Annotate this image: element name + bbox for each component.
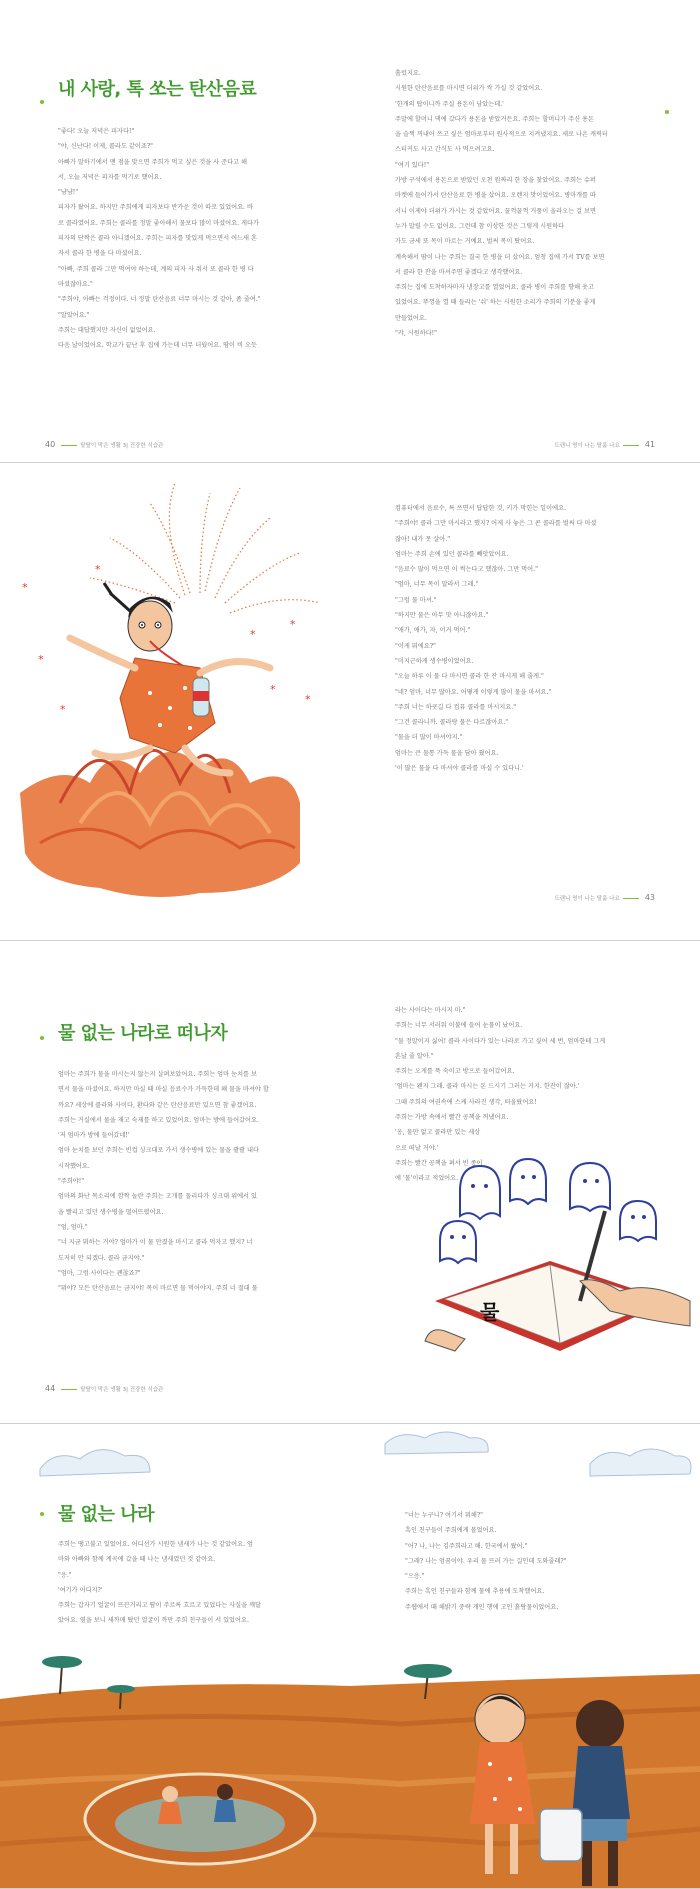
text-line: 주희는 갑자기 얼굴이 뜨끈거리고 땀이 주르륵 흐르고 있었다는 사실을 깨달	[58, 1602, 261, 1610]
text-line: "음료수 많이 먹으면 이 썩는다고 했잖아. 그만 먹어."	[395, 566, 538, 574]
svg-text:*: *	[22, 581, 28, 594]
text-line: 서니 이제야 더위가 가시는 것 같았어요. 꿀꺽꿀꺽 거품이 올라오는 걸 보면	[395, 207, 596, 215]
text-line: 가도 금세 또 목이 마르는 거예요. 벌써 목이 탔어요.	[395, 238, 535, 246]
right-page-text	[395, 66, 645, 341]
text-line: 을 빨리고 있던 생수병을 떨어뜨렸어요.	[58, 1208, 164, 1216]
text-line: "그래? 나는 엄꿈이야. 우리 물 뜨러 가는 길인데 도와줄래?"	[405, 1557, 567, 1565]
title-marker	[40, 1036, 44, 1040]
text-line: 주희는 대답했지만 자신이 없었어요.	[58, 326, 156, 334]
text-line: "어? 나, 나는 김주희라고 해. 한국에서 왔어."	[405, 1542, 528, 1550]
text-line: 엄마 눈치를 보던 주희는 빈컵 싱크대로 가서 생수병에 있는 물을 콸콸 내다	[58, 1147, 259, 1155]
text-line: 서 콜라 한 잔을 마셔주면 좋겠다고 생각했어요.	[395, 268, 523, 276]
text-line: "주희야, 아빠는 걱정이다. 너 정말 탄산음료 너무 마시는 것 같아, 좀 줄여."	[58, 296, 261, 304]
running-head: 탈탈이 막은 생활 3| 건강한 식습관	[80, 1387, 164, 1393]
right-page-text	[395, 501, 645, 776]
text-line: '여기가 어디지?'	[58, 1586, 103, 1594]
folio-right	[554, 893, 658, 902]
text-line: 마와 아빠와 함께 계곡에 갔을 때 나는 냄새였던 것 같아요.	[58, 1556, 216, 1564]
text-line: 시작했어요.	[58, 1162, 90, 1170]
text-line: 주희는 빨간 공책을 펴서 빈 종이	[395, 1159, 483, 1167]
text-line: "여기 있다!"	[395, 161, 430, 169]
text-line: "으응."	[405, 1573, 425, 1581]
text-line: 주희는 땡고불고 있었어요. 어디선가 시원한 냄새가 나는 것 같았어요. 엄	[58, 1541, 253, 1548]
text-line: 피자의 단짝은 콜라 아니겠어요. 주희는 피자를 맛있게 먹으면서 어느새 혼	[58, 235, 257, 243]
spread-page-40-41	[0, 0, 700, 463]
spread-page-44-45	[0, 941, 700, 1424]
text-line: 주희는 가방 속에서 빨간 공책을 꺼냈어요.	[395, 1114, 509, 1122]
text-line: 가방 구석에서 용돈으로 받았던 오천 원짜리 한 장을 찾았어요. 주희는 슈퍼	[395, 177, 596, 185]
notebook-illustration	[420, 1151, 700, 1351]
text-line: "아빠, 주희 콜라 그만 먹여야 하는데, 계의 피자 사 줘서 또 콜라 한 병 다	[58, 265, 254, 273]
text-line: 주희는 너무 서러워 이불에 들어 눈물이 났어요.	[395, 1022, 523, 1030]
text-line: "애가, 애가, 자, 이거 먹어."	[395, 627, 471, 635]
running-head: 탈탈이 막은 생활 3| 건강한 식습관	[80, 443, 164, 449]
text-line: 도저히 안 되겠다. 콜라 금지야."	[58, 1254, 145, 1262]
title-marker	[40, 100, 44, 104]
clouds	[40, 1432, 691, 1476]
text-line: 주희는 집에 도착하자마자 냉장고를 열었어요. 콜라 병이 주희를 향해 웃고	[395, 284, 594, 292]
page-number: 44	[45, 1384, 56, 1393]
text-line: 다음 날이었어요. 학교가 끝난 후 집에 가는데 너무 더웠어요. 땀이 비 오듯	[58, 342, 257, 350]
text-line: 흑인 친구들이 주희에게 물었어요.	[405, 1527, 497, 1535]
text-line: "그럼 물 마셔."	[395, 596, 437, 604]
page-marker	[665, 110, 669, 114]
text-line: "냠냠!"	[58, 189, 79, 197]
text-line: '이 많은 물을 다 마셔야 콜라를 마실 수 있다니.'	[395, 765, 524, 773]
text-line: "물 정말이지 싫어! 콜라 사이다가 있는 나라로 가고 싶어 세 번, 엄마한테 그게	[395, 1037, 606, 1045]
text-line: 주희는 거실에서 물을 재고 숙제를 하고 있었어요. 엄마는 방에 들어갔어요.	[58, 1116, 259, 1124]
text-line: "주희야!"	[58, 1178, 85, 1186]
text-line: "엄마, 그럼 사이다는 괜찮죠?"	[58, 1269, 141, 1277]
text-line: "오늘 하루 이 물 다 마시면 콜라 한 잔 마시게 해 줄게."	[395, 673, 544, 681]
ghost-figures	[440, 1159, 656, 1263]
text-line: 마셨잖아요."	[58, 280, 93, 288]
text-line: '저 엄마가 방에 들어갔네!'	[58, 1132, 130, 1140]
girl-figure	[70, 583, 270, 773]
text-line: "너 지금 뭐하는 거야? 엄마가 이 물 안겼을 마시고 콜라 먹자고 했지? 너	[58, 1239, 253, 1247]
folio-right	[554, 440, 658, 449]
text-line: '옹, 물만 없고 콜라만 있는 세상	[395, 1129, 481, 1137]
text-line: 자서 콜라 한 병을 다 마셨어요.	[58, 250, 142, 258]
text-line: 혼날 줄 알아."	[395, 1052, 434, 1060]
spread-page-42-43	[0, 463, 700, 941]
text-line: 라는 사이다는 마시지 마."	[395, 1007, 466, 1014]
text-line: "주희야! 콜라 그만 마시라고 했지? 어제 사 놓은 그 콘 콜라를 벌써 다 마셨	[395, 520, 597, 528]
desert-illustration	[0, 1424, 700, 1889]
text-line: "알았어요."	[58, 311, 90, 319]
text-line: 서, 오늘 저녁은 피자를 먹기로 했어요.	[58, 173, 162, 181]
text-line: "엄마, 너무 목이 말라서 그래."	[395, 581, 479, 589]
text-line: "캬, 시원하다!"	[395, 330, 437, 338]
left-page-text	[58, 1537, 310, 1629]
notebook-word: 물	[480, 1300, 500, 1324]
text-line: 으로 떠날 거야.'	[395, 1144, 439, 1152]
svg-text:*: *	[250, 628, 256, 641]
water-jug	[540, 1809, 582, 1861]
running-head: 도랜니 명이 나는 탈룸 나요	[554, 896, 620, 902]
text-line: 면서 물을 마셨어요. 하지만 마실 때 마실 음료수가 가득한데 왜 물을 마셔야 할	[58, 1086, 269, 1094]
folio-left	[42, 1384, 163, 1393]
left-page-text	[58, 1067, 310, 1296]
text-line: 엄마는 큰 물통 가득 물을 담아 줬어요.	[395, 749, 499, 757]
page-number: 43	[644, 893, 655, 902]
text-line: "야, 신난다! 이제, 콜라도 같이죠?"	[58, 143, 154, 151]
text-line: "네? 엄마, 너무 많아요. 어떻게 이렇게 많이 물을 마셔요."	[395, 688, 552, 696]
text-line: 엄마의 화난 목소리에 깜짝 놀란 주희는 고개를 돌리다가 싱크대 위에서 있	[58, 1193, 257, 1201]
text-line: 에 '물'이라고 적었어요.	[395, 1175, 459, 1183]
text-line: 피자가 왔어요. 하지만 주희에게 피자보다 반가운 것이 따로 있었어요. 바	[58, 204, 253, 212]
text-line: 주말에 할머니 댁에 갔다가 용돈을 받았거든요. 주희는 할머니가 주신 용돈	[395, 115, 594, 123]
text-line: 주희는 오게를 푹 숙이고 방으로 들어갔어요.	[395, 1068, 515, 1076]
text-line: "그건 콜라니까. 콜라랑 물은 다르잖아요."	[395, 719, 509, 727]
text-line: 로 콜라였어요. 주희는 콜라를 정말 좋아해서 물보다 많이 마셨어요. 게다가	[58, 219, 259, 227]
text-line: 누가 말릴 수도 없어요. 그런데 참 이상한 것은 그렇게 시원하다	[395, 222, 565, 230]
text-line: 계속해서 땀이 나는 주희는 결국 한 병을 더 샀어요. 엄청 집에 가서 TV를 보면	[395, 253, 605, 261]
text-line: "이게 뭐에요?"	[395, 642, 436, 650]
svg-text:*: *	[270, 683, 276, 696]
text-line: 을 슬쩍 꺼내어 쓰고 싶은 엄마로부터 원사적으로 지켜냈지요. 새로 나온 캐릭터	[395, 131, 608, 139]
chapter-title: 물 없는 나라	[58, 1504, 154, 1525]
text-line: 흘렀지요.	[395, 70, 421, 77]
text-line: 시원한 탄산음료를 마시면 더위가 싹 가실 것 같았어요.	[395, 85, 543, 93]
svg-text:*: *	[38, 653, 44, 666]
spray-lines	[90, 483, 320, 613]
text-line: '한개의 탑이니까 주실 용돈이 남았는데.'	[395, 100, 504, 108]
text-line: 주웹에서 때 해밝기 중략 개인 행에 고인 흙탕물이었어요.	[405, 1603, 559, 1611]
text-line: "좋다! 오늘 저녁은 피자다!"	[58, 128, 135, 135]
svg-text:*: *	[60, 703, 66, 716]
text-line: 잖아! 내가 못 살아."	[395, 535, 451, 543]
orange-splash	[20, 750, 300, 897]
text-line: 있었어요. 뚜껑을 열 때 들리는 '쉬' 하는 시원한 소리가 주희의 기분을 좋게	[395, 299, 596, 307]
text-line: 았어요. 옆을 보니 새까매 탔던 얼굴이 까만 주희 친구들이 서 있었어요.	[58, 1617, 249, 1625]
text-line: 그때 주희의 여권속에 스케 사라진 생각, 떠올랐어요!	[395, 1098, 537, 1106]
text-line: 까요? 세상에 콜라와 사이다, 환타와 같은 탄산음료만 있으면 참 좋겠어요.	[58, 1101, 257, 1109]
text-line: "하지만 물은 아무 맛 아니잖아요."	[395, 612, 489, 620]
text-line: "뭐야? 모든 탄산음료는 금지야! 목이 마르면 물 먹어야지. 주희 너 절대 물	[58, 1285, 258, 1293]
text-line: 아빠가 말하기에서 맨 점을 맞으면 주희가 먹고 싶은 것을 사 준다고 해	[58, 158, 247, 166]
left-page-text	[58, 124, 310, 353]
girl-cola-splash-illustration	[0, 463, 340, 941]
text-line: 엄마는 주희 손에 있던 콜라를 빼앗았어요.	[395, 550, 509, 558]
left-hand	[425, 1330, 465, 1351]
spread-page-46-47	[0, 1424, 700, 1889]
svg-text:*: *	[305, 693, 311, 706]
folio-left	[42, 440, 163, 449]
chapter-title: 내 사랑, 톡 쏘는 탄산음료	[58, 79, 257, 100]
text-line: 엄마는 주희가 물을 마시는지 않는지 살펴보았어요. 주희는 엄마 눈치를 보	[58, 1071, 257, 1078]
page-number: 41	[644, 440, 655, 449]
text-line: 만들었어요.	[395, 314, 427, 322]
text-line: 주희는 흑인 친구들과 함께 물에 추용에 도착했어요.	[405, 1588, 545, 1596]
right-page-text	[405, 1508, 655, 1615]
text-line: "응."	[58, 1571, 72, 1579]
text-line: 컴퓨터에서 음료수, 특 쓰면서 답답한 것, 키가 막힌는 일이에요.	[395, 505, 567, 512]
text-line: "주희 너는 하굣길 다 컴퓨 콜라를 마시지요."	[395, 703, 517, 711]
page-number: 40	[45, 440, 56, 449]
text-line: "엄, 엄마."	[58, 1223, 88, 1231]
title-marker	[40, 1512, 44, 1516]
text-line: "물을 더 많이 마셔야지."	[395, 734, 463, 742]
svg-text:*: *	[95, 563, 101, 576]
text-line: "미지근하게 생수병이었어요.	[395, 657, 474, 665]
text-line: 스티커도 사고 간식도 사 먹으려고요.	[395, 146, 495, 154]
text-line: "너는 누구니? 여기서 뭐해?"	[405, 1512, 483, 1519]
running-head: 도랜니 명이 나는 탈룸 나요	[554, 443, 620, 449]
chapter-title: 물 없는 나라로 떠나자	[58, 1023, 228, 1044]
text-line: 마켓에 들어가서 탄산음료 한 병을 샀어요. 오렌지 맛이었어요. 병마개를 따	[395, 192, 596, 200]
text-line: '엄마는 왠지 그래. 콜라 마시는 돈 드시기 그러는 거지. 한잔이 잖아.'	[395, 1083, 580, 1091]
svg-text:*: *	[290, 618, 296, 631]
